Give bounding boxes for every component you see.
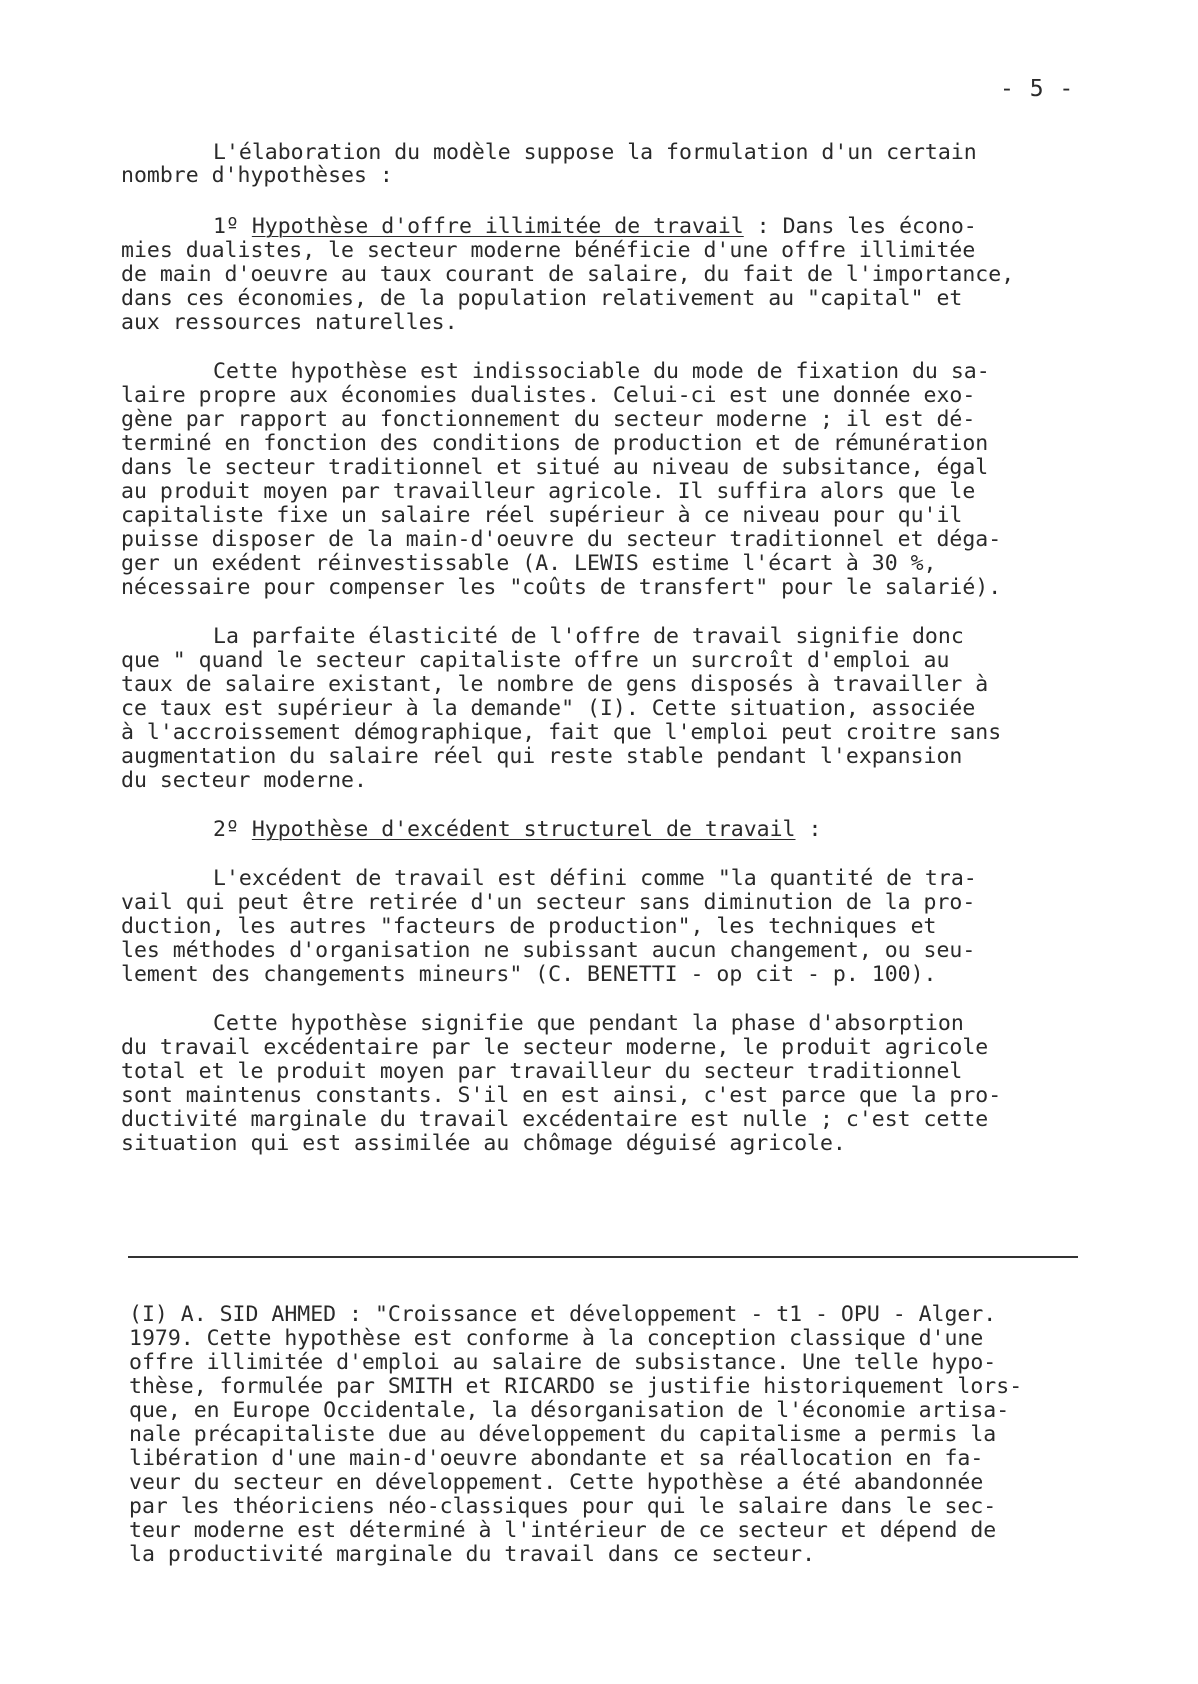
footnote-line: thèse, formulée par SMITH et RICARDO se justifie historiquement lors- <box>129 1374 1023 1399</box>
paragraph-line: à l'accroissement démographique, fait que l'emploi peut croitre sans <box>121 720 1002 745</box>
intro-line: L'élaboration du modèle suppose la formulation d'un certain <box>213 140 977 165</box>
footnote-line: teur moderne est déterminé à l'intérieur de ce secteur et dépend de <box>129 1518 997 1543</box>
hypothesis-2-heading <box>213 817 821 843</box>
hypothesis-2-trail: : <box>795 817 822 842</box>
paragraph-line: du secteur moderne. <box>121 768 367 793</box>
paragraph-line: total et le produit moyen par travailleur du secteur traditionnel <box>121 1059 963 1084</box>
hypothesis-2-title: Hypothèse d'excédent structurel de travail <box>251 817 796 842</box>
paragraph-line: gène par rapport au fonctionnement du secteur moderne ; il est dé- <box>121 407 976 432</box>
paragraph-line: terminé en fonction des conditions de production et de rémunération <box>121 431 989 456</box>
paragraph-line: au produit moyen par travailleur agricole. Il suffira alors que le <box>121 479 976 504</box>
footnote-line: veur du secteur en développement. Cette hypothèse a été abandonnée <box>129 1470 984 1495</box>
paragraph-line: laire propre aux économies dualistes. Celui-ci est une donnée exo- <box>121 383 976 408</box>
hypothesis-1-line: aux ressources naturelles. <box>121 310 458 335</box>
footnote-line: la productivité marginale du travail dans ce secteur. <box>129 1542 816 1567</box>
footnote-line: nale précapitaliste due au développement du capitalisme a permis la <box>129 1422 997 1447</box>
paragraph-line: taux de salaire existant, le nombre de gens disposés à travailler à <box>121 672 989 697</box>
hypothesis-1-lead: : Dans les écono- <box>743 214 977 239</box>
paragraph-line: duction, les autres "facteurs de production", les techniques et <box>121 914 937 939</box>
paragraph-line: puisse disposer de la main-d'oeuvre du secteur traditionnel et déga- <box>121 527 1002 552</box>
paragraph-line: lement des changements mineurs" (C. BENETTI - op cit - p. 100). <box>121 962 937 987</box>
footnote-line: par les théoriciens néo-classiques pour qui le salaire dans le sec- <box>129 1494 997 1519</box>
hypothesis-1-heading <box>213 214 977 240</box>
paragraph-line: Cette hypothèse signifie que pendant la phase d'absorption <box>213 1011 964 1036</box>
intro-line: nombre d'hypothèses : <box>121 163 393 188</box>
paragraph-line: sont maintenus constants. S'il en est ainsi, c'est parce que la pro- <box>121 1083 1002 1108</box>
paragraph-line: nécessaire pour compenser les "coûts de transfert" pour le salarié). <box>121 575 1002 600</box>
paragraph-line: situation qui est assimilée au chômage déguisé agricole. <box>121 1131 846 1156</box>
hypothesis-1-line: de main d'oeuvre au taux courant de salaire, du fait de l'importance, <box>121 262 1015 287</box>
paragraph-line: que " quand le secteur capitaliste offre un surcroît d'emploi au <box>121 648 950 673</box>
paragraph-line: capitaliste fixe un salaire réel supérieur à ce niveau pour qu'il <box>121 503 963 528</box>
footnote-line: libération d'une main-d'oeuvre abondante et sa réallocation en fa- <box>129 1446 984 1471</box>
paragraph-line: du travail excédentaire par le secteur moderne, le produit agricole <box>121 1035 989 1060</box>
hypothesis-1-number: 1º <box>213 214 252 239</box>
paragraph-line: La parfaite élasticité de l'offre de travail signifie donc <box>213 624 964 649</box>
hypothesis-1-line: dans ces économies, de la population relativement au "capital" et <box>121 286 963 311</box>
page-number: - 5 - <box>1000 76 1075 102</box>
hypothesis-2-number: 2º <box>213 817 252 842</box>
paragraph-line: augmentation du salaire réel qui reste stable pendant l'expansion <box>121 744 963 769</box>
paragraph-line: dans le secteur traditionnel et situé au niveau de subsitance, égal <box>121 455 989 480</box>
footnote-line: offre illimitée d'emploi au salaire de subsistance. Une telle hypo- <box>129 1350 997 1375</box>
footnote-line: que, en Europe Occidentale, la désorganisation de l'économie artisa- <box>129 1398 1010 1423</box>
footnote-line: (I) A. SID AHMED : "Croissance et développement - t1 - OPU - Alger. <box>129 1302 997 1327</box>
paragraph-line: vail qui peut être retirée d'un secteur sans diminution de la pro- <box>121 890 976 915</box>
paragraph-line: Cette hypothèse est indissociable du mode de fixation du sa- <box>213 359 990 384</box>
hypothesis-1-line: mies dualistes, le secteur moderne bénéficie d'une offre illimitée <box>121 238 976 263</box>
paragraph-line: les méthodes d'organisation ne subissant aucun changement, ou seu- <box>121 938 976 963</box>
hypothesis-1-title: Hypothèse d'offre illimitée de travail <box>251 214 744 239</box>
paragraph-line: ductivité marginale du travail excédentaire est nulle ; c'est cette <box>121 1107 989 1132</box>
paragraph-line: ce taux est supérieur à la demande" (I). Cette situation, associée <box>121 696 976 721</box>
paragraph-line: L'excédent de travail est défini comme "la quantité de tra- <box>213 866 977 891</box>
footnote-separator <box>128 1256 1078 1258</box>
paragraph-line: ger un exédent réinvestissable (A. LEWIS estime l'écart à 30 %, <box>121 551 937 576</box>
footnote-line: 1979. Cette hypothèse est conforme à la conception classique d'une <box>129 1326 984 1351</box>
